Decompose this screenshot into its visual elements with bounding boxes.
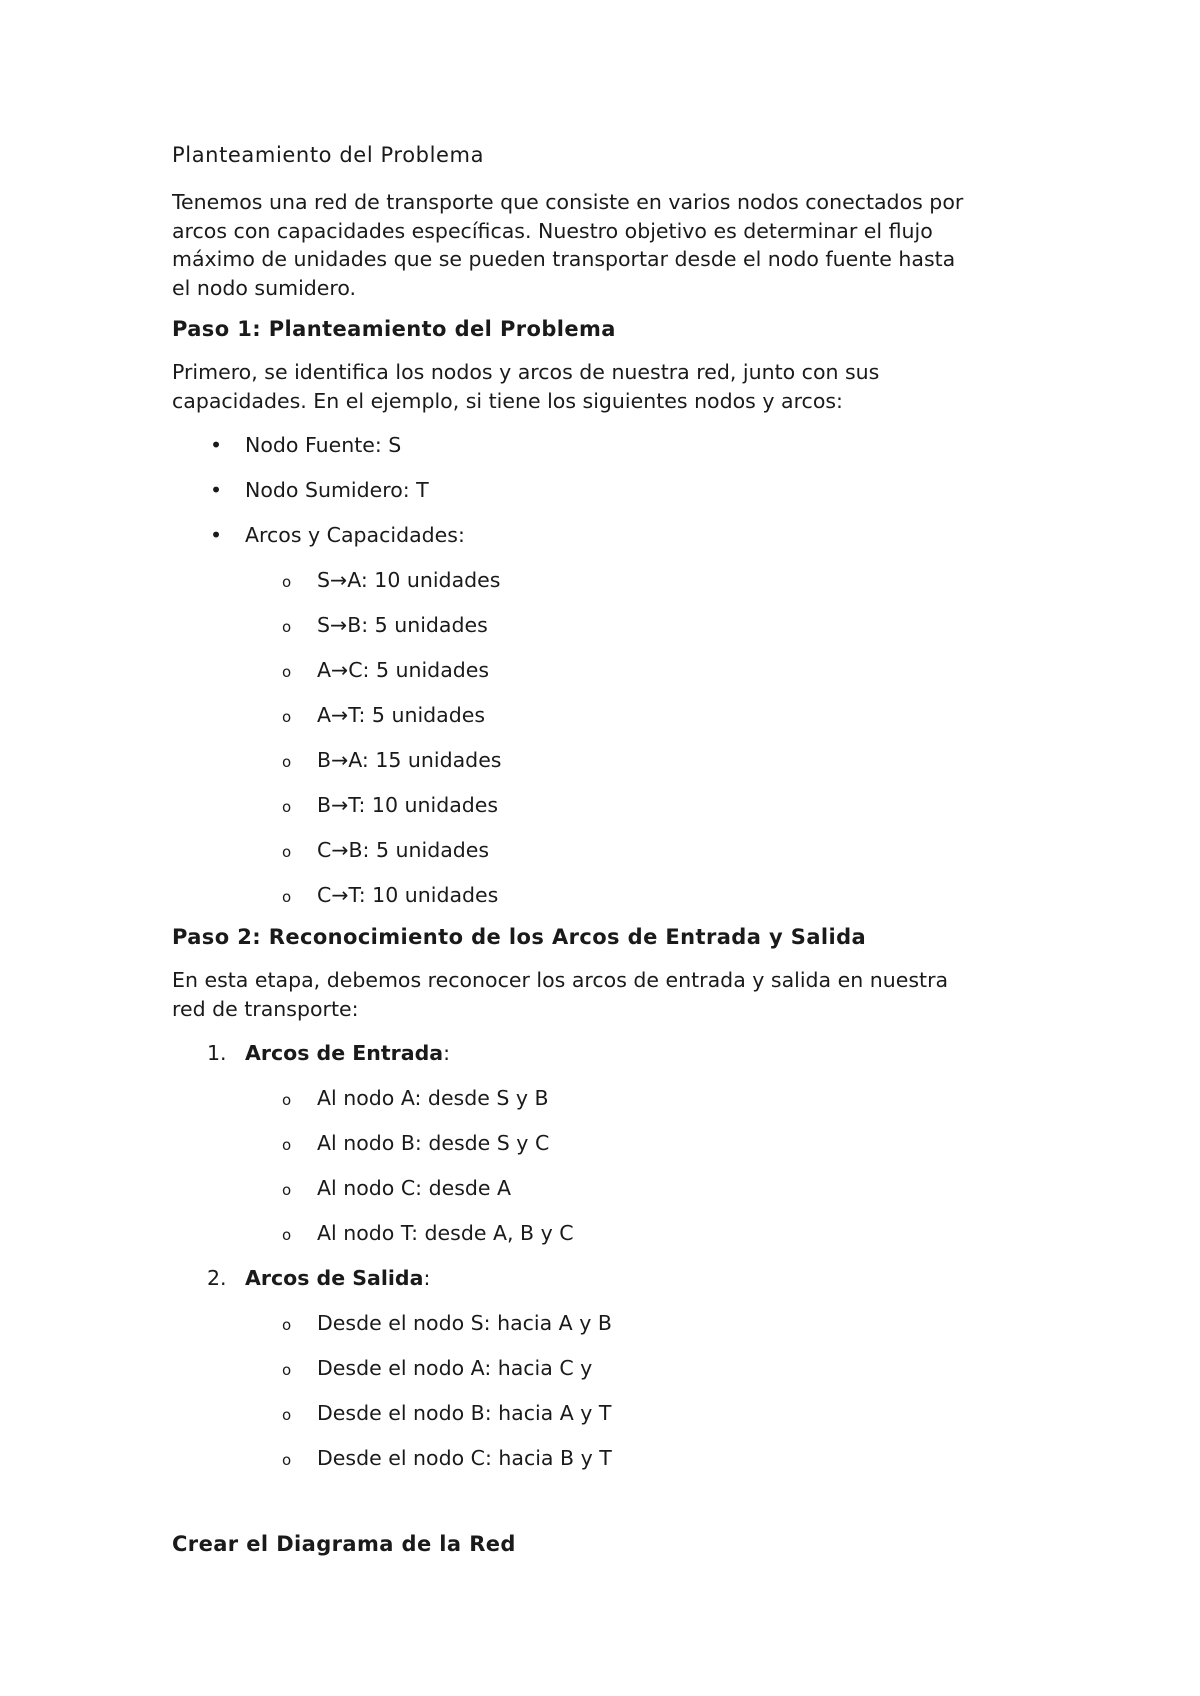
list-item [172, 566, 1052, 595]
list-item [172, 1264, 1052, 1293]
main-heading: Planteamiento del Problema [172, 143, 485, 167]
list-item [172, 1129, 1052, 1158]
list-item [172, 701, 1052, 730]
arc-text: A→T: 5 unidades [317, 703, 486, 727]
circle-bullet-icon: o [282, 1361, 292, 1379]
intro-line: Tenemos una red de transporte que consiste en varios nodos conectados por [172, 190, 964, 214]
entry-arc-text: Al nodo C: desde A [317, 1176, 512, 1200]
circle-bullet-icon: o [282, 1406, 292, 1424]
intro-line: arcos con capacidades específicas. Nuestro objetivo es determinar el flujo [172, 218, 933, 243]
circle-bullet-icon: o [282, 618, 292, 636]
group-suffix: : [423, 1266, 431, 1290]
entry-arc-text: Al nodo T: desde A, B y C [317, 1221, 574, 1245]
circle-bullet-icon: o [282, 1226, 292, 1244]
entry-arc-text: Al nodo A: desde S y B [317, 1086, 549, 1110]
list-item [172, 1084, 1052, 1113]
group-label: Arcos de Salida [245, 1266, 424, 1290]
intro-line: máximo de unidades que se pueden transportar desde el nodo fuente hasta [172, 247, 956, 271]
circle-bullet-icon: o [282, 1136, 292, 1154]
list-item [172, 746, 1052, 775]
entry-arc-text: Al nodo B: desde S y C [317, 1131, 550, 1155]
list-number: 2. [207, 1266, 227, 1290]
circle-bullet-icon: o [282, 843, 292, 861]
step1-line: Primero, se identifica los nodos y arcos de nuestra red, junto con sus [172, 360, 880, 384]
circle-bullet-icon: o [282, 663, 292, 681]
circle-bullet-icon: o [282, 573, 292, 591]
exit-arc-text: Desde el nodo A: hacia C y [317, 1356, 593, 1380]
circle-bullet-icon: o [282, 1181, 292, 1199]
list-item [172, 431, 1052, 460]
arc-text: B→T: 10 unidades [317, 793, 499, 817]
bullet-text: Arcos y Capacidades: [245, 523, 465, 547]
list-item [172, 836, 1052, 865]
bullet-icon: • [210, 433, 223, 457]
arc-capacity-list [172, 566, 1052, 910]
list-item [172, 1399, 1052, 1428]
list-item [172, 1309, 1052, 1338]
list-item [172, 1039, 1052, 1068]
bullet-text: Nodo Fuente: S [245, 433, 402, 457]
intro-paragraph [172, 188, 1052, 302]
list-item [172, 521, 1052, 550]
arc-text: B→A: 15 unidades [317, 748, 502, 772]
step1-line: capacidades. En el ejemplo, si tiene los siguientes nodos y arcos: [172, 388, 843, 413]
exit-arcs-list [172, 1309, 1052, 1473]
group-suffix: : [443, 1041, 451, 1065]
list-item [172, 611, 1052, 640]
circle-bullet-icon: o [282, 888, 292, 906]
step1-heading: Paso 1: Planteamiento del Problema [172, 317, 616, 341]
document-page [172, 140, 1052, 1573]
bullet-icon: • [210, 523, 223, 547]
circle-bullet-icon: o [282, 1091, 292, 1109]
exit-arc-text: Desde el nodo B: hacia A y T [317, 1401, 612, 1425]
circle-bullet-icon: o [282, 753, 292, 771]
group-label: Arcos de Entrada [245, 1041, 444, 1065]
step2-line: En esta etapa, debemos reconocer los arcos de entrada y salida en nuestra [172, 968, 949, 992]
arc-text: C→B: 5 unidades [317, 838, 490, 862]
arc-text: A→C: 5 unidades [317, 658, 490, 682]
diagram-heading: Crear el Diagrama de la Red [172, 1532, 516, 1556]
list-item [172, 656, 1052, 685]
circle-bullet-icon: o [282, 1316, 292, 1334]
spacer [172, 1489, 1052, 1529]
step2-paragraph [172, 966, 1052, 1023]
exit-arc-text: Desde el nodo C: hacia B y T [317, 1446, 612, 1470]
list-item [172, 1354, 1052, 1383]
list-item [172, 881, 1052, 910]
circle-bullet-icon: o [282, 1451, 292, 1469]
step1-paragraph [172, 358, 1052, 415]
step1-bullet-list [172, 431, 1052, 550]
arc-text: S→B: 5 unidades [317, 613, 488, 637]
step2-heading: Paso 2: Reconocimiento de los Arcos de Entrada y Salida [172, 925, 867, 949]
arc-text: S→A: 10 unidades [317, 568, 501, 592]
list-item [172, 1174, 1052, 1203]
circle-bullet-icon: o [282, 708, 292, 726]
bullet-icon: • [210, 478, 223, 502]
list-number: 1. [207, 1041, 227, 1065]
circle-bullet-icon: o [282, 798, 292, 816]
step2-line: red de transporte: [172, 996, 359, 1021]
bullet-text: Nodo Sumidero: T [245, 478, 429, 502]
arcs-numbered-list [172, 1039, 1052, 1068]
list-item [172, 476, 1052, 505]
exit-arc-text: Desde el nodo S: hacia A y B [317, 1311, 612, 1335]
list-item [172, 1219, 1052, 1248]
list-item [172, 791, 1052, 820]
list-item [172, 1444, 1052, 1473]
entry-arcs-list [172, 1084, 1052, 1248]
intro-line: el nodo sumidero. [172, 275, 357, 300]
arc-text: C→T: 10 unidades [317, 883, 499, 907]
arcs-numbered-list-2 [172, 1264, 1052, 1293]
